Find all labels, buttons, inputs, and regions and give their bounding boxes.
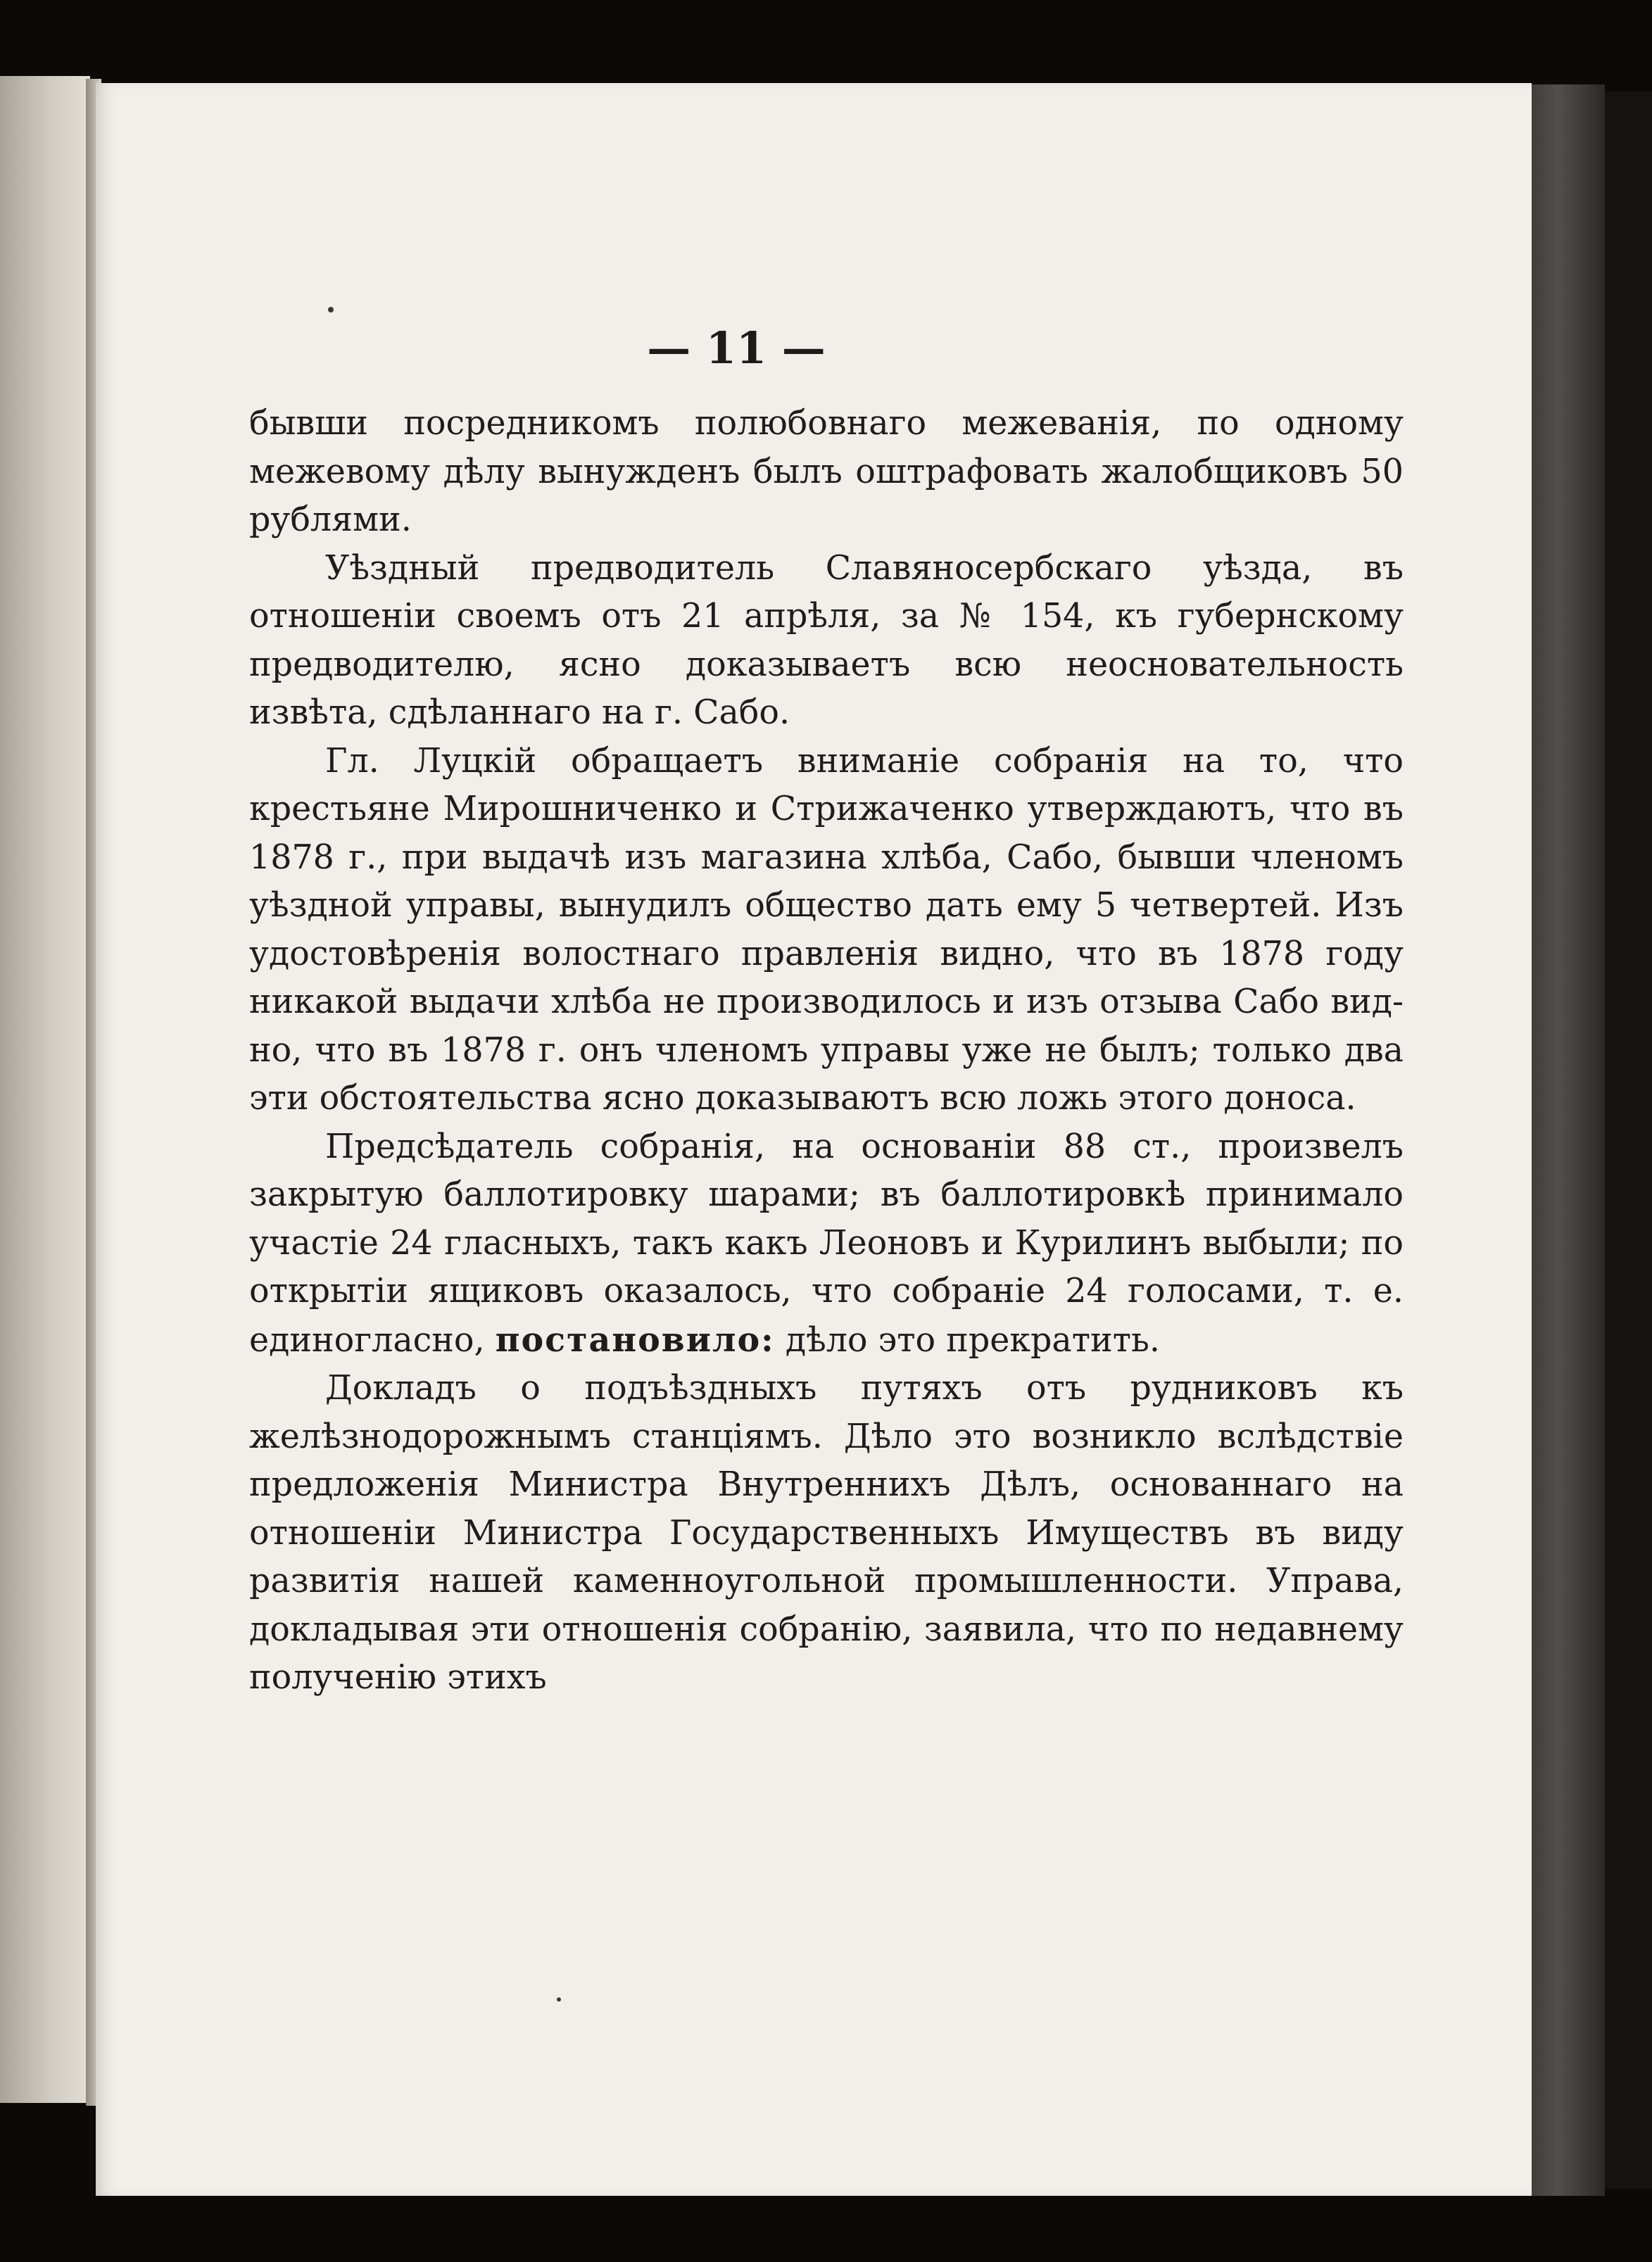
page-number: — 11 — (647, 322, 826, 374)
book-page (96, 83, 1532, 2196)
paragraph (249, 1365, 1404, 1702)
paragraph (249, 1123, 1404, 1365)
paragraph (249, 738, 1404, 1123)
left-page-edge (0, 76, 90, 2103)
book-cover-edge (1526, 84, 1605, 2196)
paragraph-text: Гл. Луцкій обращаетъ вниманіе собранія на то, что крестьяне Мирошниченко и Стрижаченко утверждаютъ, что въ 1878 г., при выдачѣ изъ магазина хлѣба, Сабо, бывши членомъ уѣздной управы, вынудилъ общество дать ему 5 четвертей. Изъ удостовѣренія волостнаго правленія видно, что въ 1878 году никакой выдачи хлѣба не производилось и изъ отзыва Сабо видно, что въ 1878 г. онъ членомъ управы уже не былъ; только два эти обстоятельства ясно доказываютъ всю ложь этого доноса. (249, 741, 1404, 1118)
paragraph-text: Уѣздный предводитель Славяносербскаго уѣзда, въ отношеніи своемъ отъ 21 апрѣля, за № 154, къ губернскому предводителю, ясно доказываетъ всю неосновательность извѣта, сдѣланнаго на г. Сабо. (249, 548, 1404, 732)
paper-speck (328, 307, 334, 312)
paragraph-text: Предсѣдатель собранія, на основаніи 88 ст., произвелъ закрытую баллотировку шарами; въ баллотировкѣ принимало участіе 24 гласныхъ, такъ какъ Леоновъ и Курилинъ выбыли; по открытіи ящиковъ оказалось, что собраніе 24 голосами, т. е. единогласно, (249, 1127, 1404, 1360)
paragraph-text: Докладъ о подъѣздныхъ путяхъ отъ рудниковъ къ желѣзнодорожнымъ станціямъ. Дѣло это возникло вслѣдствіе предложенія Министра Внутреннихъ Дѣлъ, основаннаго на отношеніи Министра Государственныхъ Имуществъ въ виду развитія нашей каменноугольной промышленности. Управа, докладывая эти отношенія собранію, заявила, что по недавнему полученію этихъ (249, 1369, 1404, 1697)
resolution-bold-text: постановило: (495, 1320, 775, 1360)
paper-speck (557, 1997, 561, 2002)
cover-shadow (1605, 91, 1652, 2189)
paragraph (249, 400, 1404, 545)
paragraph (249, 545, 1404, 738)
page-text (249, 400, 1404, 2124)
paragraph-text-tail: дѣло это прекратить. (785, 1320, 1160, 1360)
paragraph-text: бывши посредникомъ полюбовнаго межеванія, по одному межевому дѣлу вынужденъ былъ оштрафовать жалобщиковъ 50 рублями. (249, 404, 1404, 539)
